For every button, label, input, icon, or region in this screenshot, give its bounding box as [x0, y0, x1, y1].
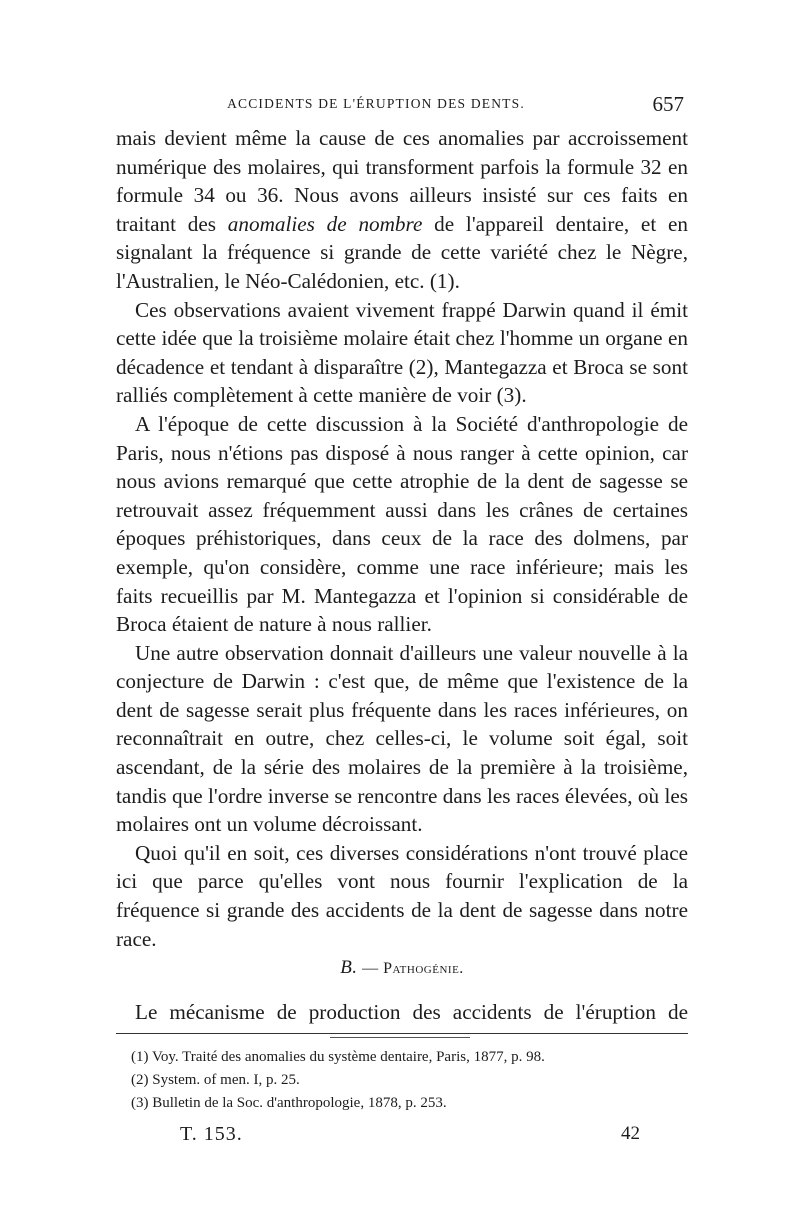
body-text — [116, 124, 688, 953]
paragraph-2: Ces observations avaient vivement frappé Darwin quand il émit cette idée que la troisième molaire était chez l'homme un organe en décadence et tendant à disparaître (2), Mantegazza et Broca se sont ralliés complètement à cette manière de voir (3). — [116, 297, 688, 408]
section-letter: B. — [340, 957, 358, 978]
footnote-rule-short — [330, 1037, 470, 1038]
paragraph-1-text-a: mais devient même la cause de ces anomalies par accroissement numérique des molaires, qui transforment parfois la formule 32 en formule 34 ou 36. Nous avons ailleurs insisté sur ces faits en traitant des — [116, 126, 688, 236]
paragraph-1-text-b: de l'appareil dentaire, et en signalant la fréquence si grande de cette variété chez le Nègre, l'Australien, le Néo-Calédonien, etc. (1). — [116, 211, 688, 293]
paragraph-6: Le mécanisme de production des accidents de l'éruption de — [135, 1000, 688, 1024]
running-head-title: ACCIDENTS DE L'ÉRUPTION DES DENTS. — [227, 96, 525, 111]
paragraph-1 — [116, 124, 688, 296]
tome-number: T. 153. — [180, 1123, 243, 1145]
section-title: Pathogénie. — [383, 960, 464, 977]
signature-mark: 42 — [621, 1123, 640, 1144]
page-footer — [180, 1123, 648, 1153]
page-number: 657 — [652, 92, 684, 116]
section-heading — [116, 957, 688, 979]
footnote-3: (3) Bulletin de la Soc. d'anthropologie, 1878, p. 253. — [131, 1095, 447, 1111]
paragraph-5: Quoi qu'il en soit, ces diverses considérations n'ont trouvé place ici que parce qu'elles vont nous fournir l'explication de la fréquence si grande des accidents de la dent de sagesse dans notre race. — [116, 840, 688, 951]
footnotes — [131, 1046, 691, 1115]
section-dash: — — [357, 960, 384, 977]
footnote-1: (1) Voy. Traité des anomalies du système dentaire, Paris, 1877, p. 98. — [131, 1049, 545, 1065]
paragraph-4: Une autre observation donnait d'ailleurs une valeur nouvelle à la conjecture de Darwin : c'est que, de même que l'existence de la dent de sagesse serait plus fréquente dans les races inférieures, on reconnaîtrait en outre, chez celles-ci, le volume soit égal, soit ascendant, de la série des molaires de la première à la troisième, tandis que l'ordre inverse se rencontre dans les races élevées, où les molaires ont un volume décroissant. — [116, 640, 688, 837]
footnote-rule — [116, 1033, 688, 1034]
paragraph-3: A l'époque de cette discussion à la Société d'anthropologie de Paris, nous n'étions pas disposé à nous ranger à cette opinion, car nous avions remarqué que cette atrophie de la dent de sagesse se retrouvait assez fréquemment aussi dans les crânes de certaines époques préhistoriques, dans ceux de la race des dolmens, par exemple, qu'on considère, comme une race inférieure; mais les faits recueillis par M. Mantegazza et l'opinion si considérable de Broca étaient de nature à nous rallier. — [116, 411, 688, 637]
paragraph-1-italic-term: anomalies de nombre — [227, 211, 423, 236]
running-head — [116, 92, 688, 118]
footnote-2: (2) System. of men. I, p. 25. — [131, 1072, 300, 1088]
